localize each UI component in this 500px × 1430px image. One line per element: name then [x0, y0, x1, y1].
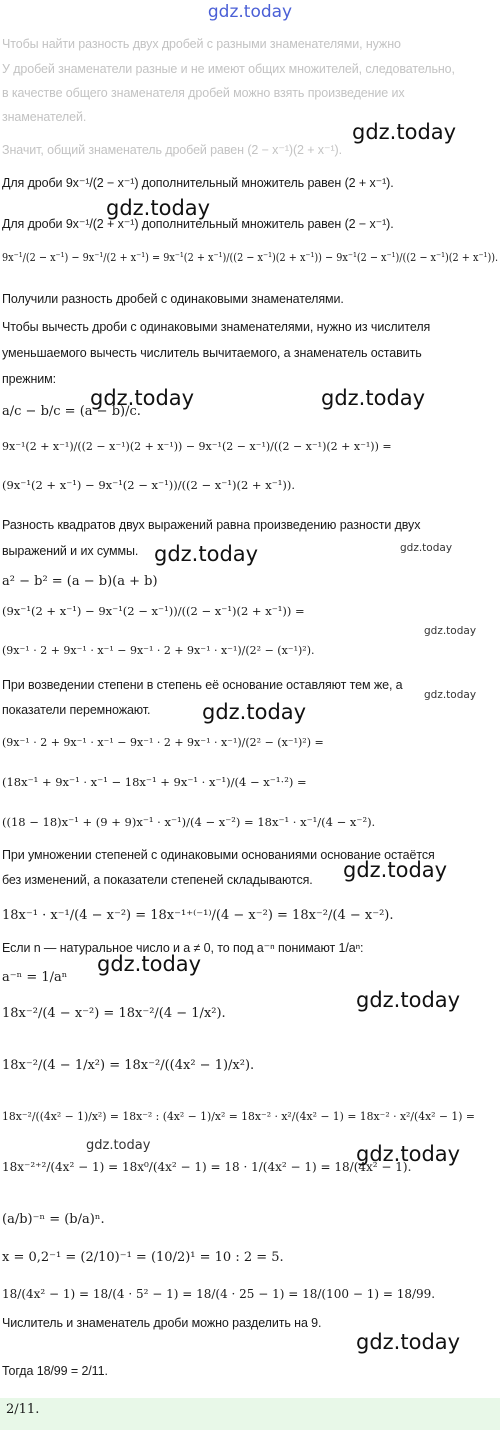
- watermark: gdz.today: [90, 386, 195, 410]
- math-line-28: 18x⁻²/((4x² − 1)/x²) = 18x⁻² : (4x² − 1)/x² = 18x⁻² · x²/(4x² − 1) = 18x⁻² · x²/(4x² − 1) =: [2, 1110, 475, 1123]
- math-line-10: (9x⁻¹(2 + x⁻¹) − 9x⁻¹(2 − x⁻¹))/((2 − x⁻¹)(2 + x⁻¹)).: [2, 478, 295, 492]
- watermark: gdz.today: [356, 988, 461, 1012]
- watermark: gdz.today: [352, 120, 457, 144]
- watermark-small: gdz.today: [424, 625, 477, 637]
- math-line-9: 9x⁻¹(2 + x⁻¹)/((2 − x⁻¹)(2 + x⁻¹)) − 9x⁻¹(2 − x⁻¹)/((2 − x⁻¹)(2 + x⁻¹)) =: [2, 440, 392, 453]
- line-12: выражений и их суммы.: [2, 544, 139, 558]
- math-line-26: 18x⁻²/(4 − x⁻²) = 18x⁻²/(4 − 1/x²).: [2, 1006, 226, 1021]
- watermark-small: gdz.today: [86, 1138, 151, 1153]
- intro-line-5: Значит, общий знаменатель дробей равен (2 − x⁻¹)(2 + x⁻¹).: [2, 143, 342, 157]
- math-line-8: a/c − b/c = (a − b)/c.: [2, 404, 141, 419]
- math-line-32: 18/(4x² − 1) = 18/(4 · 5² − 1) = 18/(4 · 25 − 1) = 18/(100 − 1) = 18/99.: [2, 1287, 436, 1301]
- line-21: При умножении степеней с одинаковыми основаниями основание остаётся: [2, 848, 435, 862]
- math-line-13: a² − b² = (a − b)(a + b): [2, 574, 158, 589]
- watermark: gdz.today: [106, 196, 211, 220]
- math-line-27: 18x⁻²/(4 − 1/x²) = 18x⁻²/((4x² − 1)/x²).: [2, 1058, 255, 1073]
- answer-value: 2/11.: [6, 1402, 40, 1417]
- math-line-15: (9x⁻¹ · 2 + 9x⁻¹ · x⁻¹ − 9x⁻¹ · 2 + 9x⁻¹ · x⁻¹)/(2² − (x⁻¹)²).: [2, 644, 315, 657]
- math-line-20: ((18 − 18)x⁻¹ + (9 + 9)x⁻¹ · x⁻¹)/(4 − x⁻²) = 18x⁻¹ · x⁻¹/(4 − x⁻²).: [2, 815, 376, 829]
- line-34: Тогда 18/99 = 2/11.: [2, 1364, 108, 1378]
- watermark: gdz.today: [356, 1142, 461, 1166]
- watermark: gdz.today: [321, 386, 426, 410]
- watermark: gdz.today: [343, 858, 448, 882]
- line-6: уменьшаемого вычесть числитель вычитаемого, а знаменатель оставить: [2, 346, 422, 360]
- intro-line-3: в качестве общего знаменателя дробей можно взять произведение их: [2, 86, 405, 100]
- watermark: gdz.today: [97, 952, 202, 976]
- line-22: без изменений, а показатели степеней складываются.: [2, 873, 313, 887]
- math-line-18: (9x⁻¹ · 2 + 9x⁻¹ · x⁻¹ − 9x⁻¹ · 2 + 9x⁻¹ · x⁻¹)/(2² − (x⁻¹)²) =: [2, 736, 324, 749]
- math-line-19: (18x⁻¹ + 9x⁻¹ · x⁻¹ − 18x⁻¹ + 9x⁻¹ · x⁻¹)/(4 − x⁻¹ˑ²) =: [2, 775, 307, 789]
- watermark-small: gdz.today: [424, 689, 477, 701]
- math-line-30: (a/b)⁻ⁿ = (b/a)ⁿ.: [2, 1212, 105, 1227]
- line-16: При возведении степени в степень её основание оставляют тем же, а: [2, 678, 403, 692]
- line-1: Для дроби 9x⁻¹/(2 − x⁻¹) дополнительный множитель равен (2 + x⁻¹).: [2, 176, 394, 190]
- watermark: gdz.today: [202, 700, 307, 724]
- line-4: Получили разность дробей с одинаковыми знаменателями.: [2, 292, 344, 306]
- line-24: Если n — натуральное число и a ≠ 0, то под a⁻ⁿ понимают 1/aⁿ:: [2, 941, 364, 955]
- math-line-29: 18x⁻²⁺²/(4x² − 1) = 18x⁰/(4x² − 1) = 18 · 1/(4x² − 1) = 18/(4x² − 1).: [2, 1160, 412, 1174]
- line-11: Разность квадратов двух выражений равна произведению разности двух: [2, 518, 421, 532]
- line-2: Для дроби 9x⁻¹/(2 + x⁻¹) дополнительный множитель равен (2 − x⁻¹).: [2, 217, 394, 231]
- line-5: Чтобы вычесть дроби с одинаковыми знаменателями, нужно из числителя: [2, 320, 431, 334]
- intro-line-2: У дробей знаменатели разные и не имеют общих множителей, следовательно,: [2, 62, 455, 76]
- math-line-14: (9x⁻¹(2 + x⁻¹) − 9x⁻¹(2 − x⁻¹))/((2 − x⁻¹)(2 + x⁻¹)) =: [2, 604, 305, 618]
- math-line-3: 9x⁻¹/(2 − x⁻¹) − 9x⁻¹/(2 + x⁻¹) = 9x⁻¹(2 + x⁻¹)/((2 − x⁻¹)(2 + x⁻¹)) − 9x⁻¹(2 − x⁻¹)/((2 − x⁻¹)(2 + x⁻¹)).: [2, 250, 499, 264]
- answer-box: [0, 1398, 500, 1430]
- line-17: показатели перемножают.: [2, 703, 151, 717]
- intro-line-4: знаменателей.: [2, 110, 87, 124]
- watermark: gdz.today: [154, 542, 259, 566]
- math-line-25: a⁻ⁿ = 1/aⁿ: [2, 970, 68, 985]
- watermark-small: gdz.today: [400, 542, 453, 554]
- site-logo[interactable]: gdz.today: [207, 2, 293, 22]
- line-33: Числитель и знаменатель дроби можно разделить на 9.: [2, 1316, 322, 1330]
- math-line-23: 18x⁻¹ · x⁻¹/(4 − x⁻²) = 18x⁻¹⁺⁽⁻¹⁾/(4 − x⁻²) = 18x⁻²/(4 − x⁻²).: [2, 908, 394, 923]
- watermark: gdz.today: [356, 1330, 461, 1354]
- intro-line-1: Чтобы найти разность двух дробей с разными знаменателями, нужно: [2, 37, 401, 51]
- line-7: прежним:: [2, 372, 57, 386]
- math-line-31: x = 0,2⁻¹ = (2/10)⁻¹ = (10/2)¹ = 10 : 2 = 5.: [2, 1250, 284, 1265]
